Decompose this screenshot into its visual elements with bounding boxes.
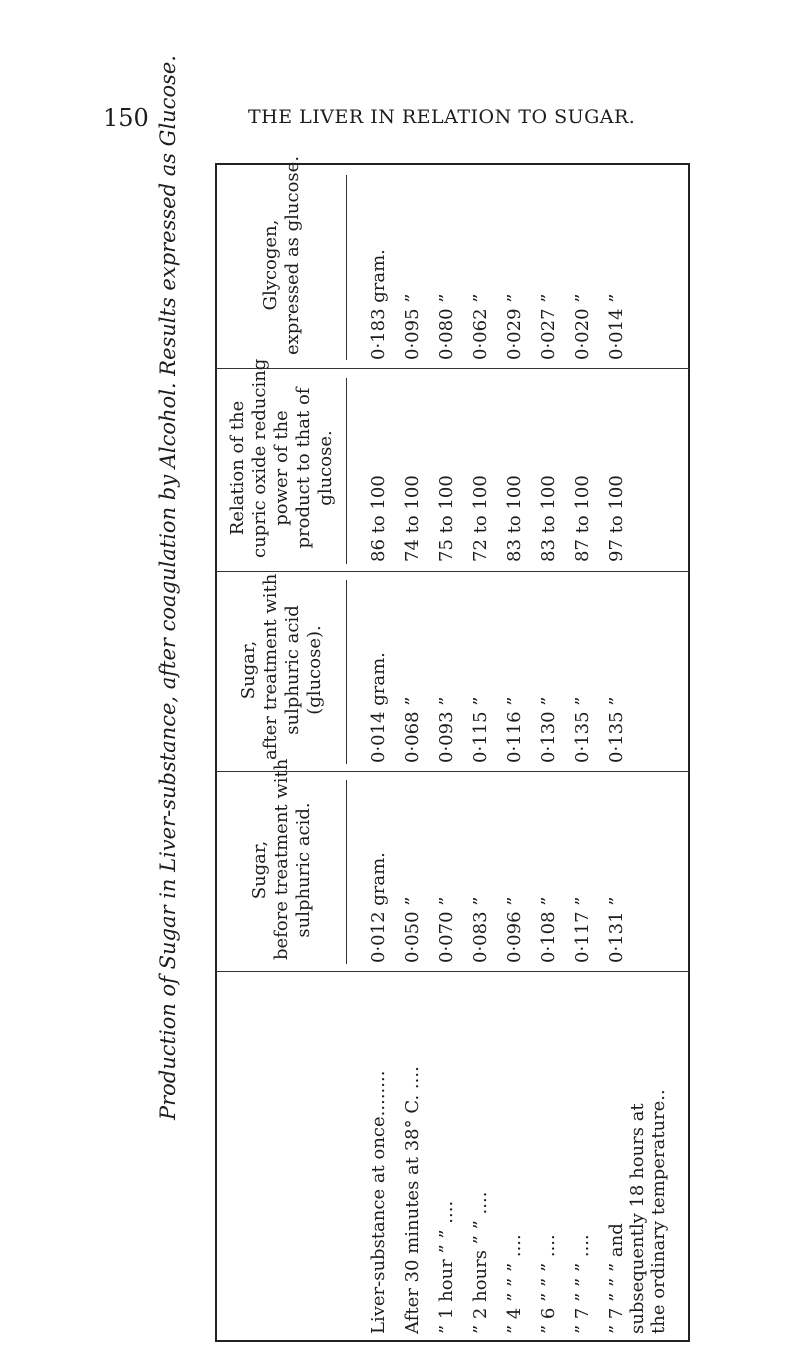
header-rule	[346, 780, 347, 964]
table-cell: 0·014 gram.	[368, 652, 389, 763]
table-cell: 0·083 ”	[470, 896, 491, 963]
row-label: the ordinary temperature..	[648, 1089, 669, 1334]
column-header-line: Relation of the	[227, 400, 248, 536]
page-number: 150	[103, 104, 149, 132]
table-cell: 72 to 100	[470, 475, 491, 562]
column-header-line: sulphuric acid	[282, 605, 303, 735]
column-header	[260, 155, 304, 355]
table-cell: 97 to 100	[606, 475, 627, 562]
table-cell: 0·117 ”	[572, 896, 593, 963]
table-cell: 0·027 ”	[538, 293, 559, 360]
table-cell: 0·095 ”	[402, 293, 423, 360]
table-cell: 0·012 gram.	[368, 852, 389, 963]
table-cell: 0·029 ”	[504, 293, 525, 360]
column-header-line: sulphuric acid.	[293, 802, 314, 938]
column-divider	[215, 571, 690, 572]
row-label: subsequently 18 hours at	[627, 1103, 648, 1334]
table-cell: 0·080 ”	[436, 293, 457, 360]
table-cell: 0·115 ”	[470, 696, 491, 763]
column-header	[227, 358, 337, 558]
table-cell: 86 to 100	[368, 475, 389, 562]
row-label: ” 6 ” ” ” ....	[538, 1234, 559, 1334]
column-header-line: product to that of	[293, 387, 314, 549]
table-cell: 83 to 100	[538, 475, 559, 562]
row-label: ” 1 hour ” ” ....	[436, 1200, 457, 1334]
running-head: THE LIVER IN RELATION TO SUGAR.	[248, 106, 636, 128]
table-cell: 0·020 ”	[572, 293, 593, 360]
column-header-line: Glycogen,	[260, 219, 281, 311]
table-cell: 0·135 ”	[606, 696, 627, 763]
table-cell: 0·070 ”	[436, 896, 457, 963]
table-cell: 0·062 ”	[470, 293, 491, 360]
column-header-line: glucose.	[315, 430, 336, 506]
column-header-line: expressed as glucose.	[282, 155, 303, 355]
table-cell: 0·093 ”	[436, 696, 457, 763]
table-cell: 0·050 ”	[402, 896, 423, 963]
table-cell: 0·130 ”	[538, 696, 559, 763]
row-label: ” 7 ” ” ” ....	[572, 1234, 593, 1334]
table-cell: 83 to 100	[504, 475, 525, 562]
column-header	[238, 573, 326, 760]
table-caption: Production of Sugar in Liver-substance, after coagulation by Alcohol. Results expressed as Glucose.	[156, 55, 180, 1120]
row-label: Liver-substance at once........	[368, 1070, 389, 1334]
table-cell: 0·014 ”	[606, 293, 627, 360]
column-header-line: after treatment with	[260, 573, 281, 760]
column-divider	[215, 971, 690, 972]
column-divider	[215, 368, 690, 369]
header-rule	[346, 580, 347, 764]
table-cell: 75 to 100	[436, 475, 457, 562]
row-label: ” 2 hours ” ” ....	[470, 1191, 491, 1334]
table-cell: 0·183 gram.	[368, 249, 389, 360]
table-cell: 87 to 100	[572, 475, 593, 562]
table-cell: 0·135 ”	[572, 696, 593, 763]
table-cell: 0·116 ”	[504, 696, 525, 763]
row-label: ” 4 ” ” ” ....	[504, 1234, 525, 1334]
column-header-line: cupric oxide reducing	[249, 358, 270, 558]
row-label: ” 7 ” ” ” and	[606, 1223, 627, 1334]
table-cell: 0·068 ”	[402, 696, 423, 763]
row-label: After 30 minutes at 38° C. ....	[402, 1066, 423, 1334]
column-header-line: (glucose).	[304, 625, 325, 715]
table-cell: 0·108 ”	[538, 896, 559, 963]
column-header-line: Sugar,	[249, 840, 270, 900]
header-rule	[346, 175, 347, 360]
header-rule	[346, 378, 347, 564]
column-header-line: Sugar,	[238, 640, 259, 700]
column-header	[249, 758, 315, 960]
table-cell: 74 to 100	[402, 475, 423, 562]
column-header-line: before treatment with	[271, 758, 292, 960]
table-cell: 0·096 ”	[504, 896, 525, 963]
table-cell: 0·131 ”	[606, 896, 627, 963]
column-header-line: power of the	[271, 410, 292, 526]
